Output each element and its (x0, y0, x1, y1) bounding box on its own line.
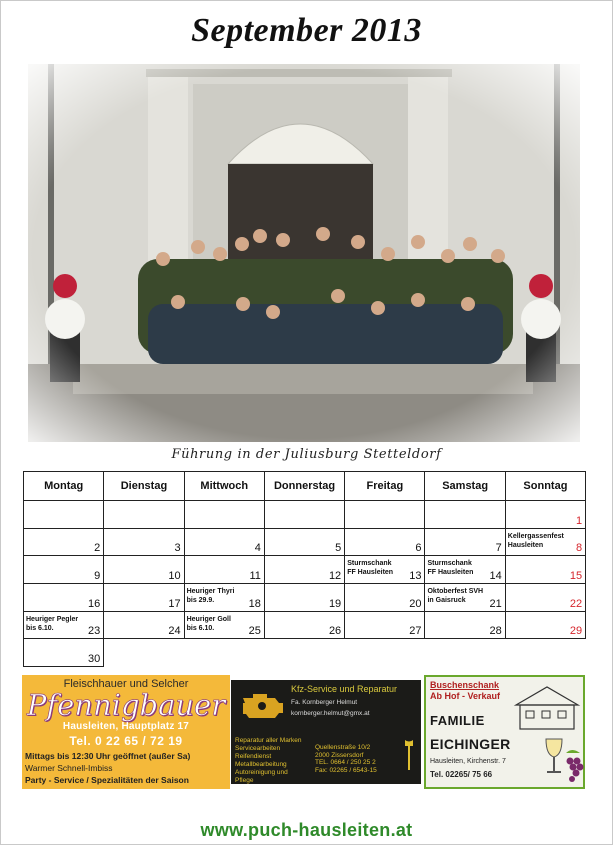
weekday-header: Dienstag (104, 472, 184, 501)
ad-kfz-kornberger (231, 680, 421, 784)
calendar-blank (184, 639, 264, 667)
calendar-day-cell (425, 528, 505, 556)
engine-icon (237, 688, 287, 724)
calendar-day-cell (24, 556, 104, 584)
calendar-day-number: 23 (88, 625, 101, 638)
house-drawing-icon (512, 683, 582, 731)
calendar-day-cell (104, 556, 184, 584)
ad-pfennigbauer-hours: Mittags bis 12:30 Uhr geöffnet (außer Sa) (25, 751, 191, 761)
calendar-day-number: 14 (489, 570, 502, 583)
calendar-day-number: 8 (575, 542, 583, 555)
group-photo (28, 64, 580, 442)
calendar-day-cell (24, 611, 104, 639)
calendar-day-cell (345, 528, 425, 556)
calendar-day-cell (184, 501, 264, 529)
ad-kfz-owner: Fa. Kornberger Helmut (291, 699, 358, 706)
calendar-day-number: 26 (328, 625, 342, 638)
ad-pfennigbauer-tel: Tel. 0 22 65 / 72 19 (69, 734, 183, 748)
calendar-day-cell (345, 556, 425, 584)
calendar-day-number: 6 (415, 542, 422, 555)
calendar-day-cell (425, 501, 505, 529)
calendar-day-cell (505, 556, 585, 584)
calendar-day-number: 18 (248, 597, 261, 610)
calendar-week-row (24, 556, 586, 584)
ad-kfz-email: kornberger.helmut@gmx.at (291, 710, 370, 717)
calendar-blank (104, 639, 184, 667)
ad-kfz-tel: TEL. 0664 / 250 25 2 (315, 759, 376, 766)
calendar-day-cell (104, 501, 184, 529)
calendar-day-cell (184, 584, 264, 612)
calendar-event: Sturmschank FF Hausleiten (347, 560, 394, 577)
calendar-day-number: 19 (328, 597, 342, 610)
calendar-day-cell (184, 528, 264, 556)
weekday-header-row (24, 472, 586, 501)
website-link[interactable]: www.puch-hausleiten.at (200, 820, 413, 840)
calendar-day-cell (505, 528, 585, 556)
calendar-day-number: 17 (168, 597, 181, 610)
calendar-blank (264, 639, 344, 667)
calendar-day-number: 22 (569, 597, 583, 610)
ad-kfz-services (235, 737, 301, 785)
ad-kfz-service: Reifendienst (235, 753, 272, 760)
calendar-week-row (24, 528, 586, 556)
ad-pfennigbauer-party: Party - Service / Spezialitäten der Saison (25, 775, 189, 785)
calendar-blank (505, 639, 585, 667)
calendar-event: Heuriger Thyri bis 29.9. (186, 588, 235, 605)
calendar-day-cell (505, 611, 585, 639)
ad-kfz-contact (315, 744, 377, 774)
calendar-day-number: 28 (489, 625, 502, 638)
calendar-day-cell (425, 556, 505, 584)
calendar-day-number: 10 (168, 570, 181, 583)
calendar-day-cell (345, 501, 425, 529)
calendar-day-cell (104, 528, 184, 556)
ad-eichinger-tel: Tel. 02265/ 75 66 (430, 770, 493, 779)
calendar-day-number: 5 (335, 542, 342, 555)
calendar-day-cell (264, 584, 344, 612)
ad-pfennigbauer (22, 675, 230, 789)
calendar-day-cell (345, 584, 425, 612)
ad-kfz-service: Servicearbeiten (235, 745, 281, 752)
ad-pfennigbauer-logo: Pfennigbauer (26, 688, 226, 722)
wine-glass-grapes-icon (536, 735, 586, 785)
ad-kfz-street: Quellenstraße 10/2 (315, 744, 371, 751)
weekday-header: Montag (24, 472, 104, 501)
calendar-week-row (24, 501, 586, 529)
calendar-day-cell (24, 584, 104, 612)
calendar-day-number: 30 (88, 653, 101, 666)
calendar-day-cell (104, 584, 184, 612)
weekday-header: Mittwoch (184, 472, 264, 501)
calendar-day-cell (425, 611, 505, 639)
calendar-day-cell (184, 556, 264, 584)
ad-pfennigbauer-snack: Warmer Schnell-Imbiss (25, 763, 113, 773)
ad-kfz-service: Reparatur aller Marken (235, 737, 302, 744)
calendar-day-cell (264, 528, 344, 556)
calendar-blank (425, 639, 505, 667)
ad-eichinger-subheading: Ab Hof - Verkauf (430, 691, 501, 701)
ad-kfz-service: Autoreinigung und (235, 769, 288, 776)
ad-kfz-fax: Fax: 02265 / 6543-15 (315, 766, 377, 774)
ad-eichinger (424, 675, 585, 789)
calendar-day-cell (24, 639, 104, 667)
calendar-day-number: 1 (575, 514, 583, 527)
calendar-day-cell (184, 611, 264, 639)
calendar-day-cell (24, 501, 104, 529)
ad-kfz-city: 2000 Zissersdorf (315, 751, 364, 759)
ad-pfennigbauer-address: Hausleiten, Hauptplatz 17 (62, 721, 190, 732)
calendar-day-number: 3 (174, 542, 181, 555)
calendar-day-number: 2 (94, 542, 101, 555)
calendar-day-number: 12 (328, 570, 342, 583)
wrench-icon (401, 738, 417, 774)
calendar-day-number: 16 (88, 597, 101, 610)
ad-eichinger-name: EICHINGER (430, 736, 511, 752)
calendar-week-row (24, 611, 586, 639)
calendar-day-number: 11 (249, 570, 261, 583)
calendar-title: September 2013 (191, 12, 422, 49)
ad-eichinger-family: FAMILIE (430, 713, 485, 728)
calendar-grid (23, 471, 586, 667)
calendar-day-number: 27 (409, 625, 422, 638)
calendar-week-row (24, 639, 586, 667)
ad-eichinger-heading: Buschenschank (430, 680, 500, 690)
photo-caption: Führung in der Juliusburg Stetteldorf (171, 447, 442, 462)
calendar-event: Sturmschank FF Hausleiten (427, 560, 474, 577)
calendar-day-number: 9 (94, 570, 101, 583)
calendar-day-cell (425, 584, 505, 612)
calendar-day-cell (264, 556, 344, 584)
calendar-day-number: 4 (254, 542, 261, 555)
calendar-week-row (24, 584, 586, 612)
calendar-day-number: 13 (409, 570, 422, 583)
calendar-day-cell (505, 501, 585, 529)
weekday-header: Samstag (425, 472, 505, 501)
calendar-day-number: 21 (489, 597, 502, 610)
calendar-day-number: 20 (409, 597, 422, 610)
weekday-header: Freitag (345, 472, 425, 501)
calendar-day-cell (505, 584, 585, 612)
ad-kfz-header: Kfz-Service und Reparatur (291, 684, 398, 694)
calendar-event: Oktoberfest SVH in Gaisruck (427, 588, 484, 605)
ad-eichinger-address: Hausleiten, Kirchenstr. 7 (430, 758, 506, 765)
ad-kfz-service: Pflege (235, 777, 254, 784)
calendar-event: Heuriger Pegler bis 6.10. (26, 615, 79, 632)
calendar-day-number: 29 (569, 625, 583, 638)
calendar-day-cell (264, 501, 344, 529)
calendar-day-number: 25 (248, 625, 261, 638)
calendar-day-cell (104, 611, 184, 639)
calendar-day-number: 24 (168, 625, 181, 638)
calendar-day-cell (345, 611, 425, 639)
calendar-event: Heuriger Goll bis 6.10. (186, 615, 231, 632)
calendar-day-number: 15 (569, 570, 583, 583)
calendar-blank (345, 639, 425, 667)
calendar-day-number: 7 (495, 542, 502, 555)
ad-pfennigbauer-trade: Fleischhauer und Selcher (63, 678, 189, 690)
weekday-header: Sonntag (505, 472, 585, 501)
ad-kfz-service: Metallbearbeitung (235, 761, 287, 768)
calendar-event: Kellergassenfest Hausleiten (507, 532, 564, 549)
weekday-header: Donnerstag (264, 472, 344, 501)
calendar-day-cell (264, 611, 344, 639)
calendar-day-cell (24, 528, 104, 556)
